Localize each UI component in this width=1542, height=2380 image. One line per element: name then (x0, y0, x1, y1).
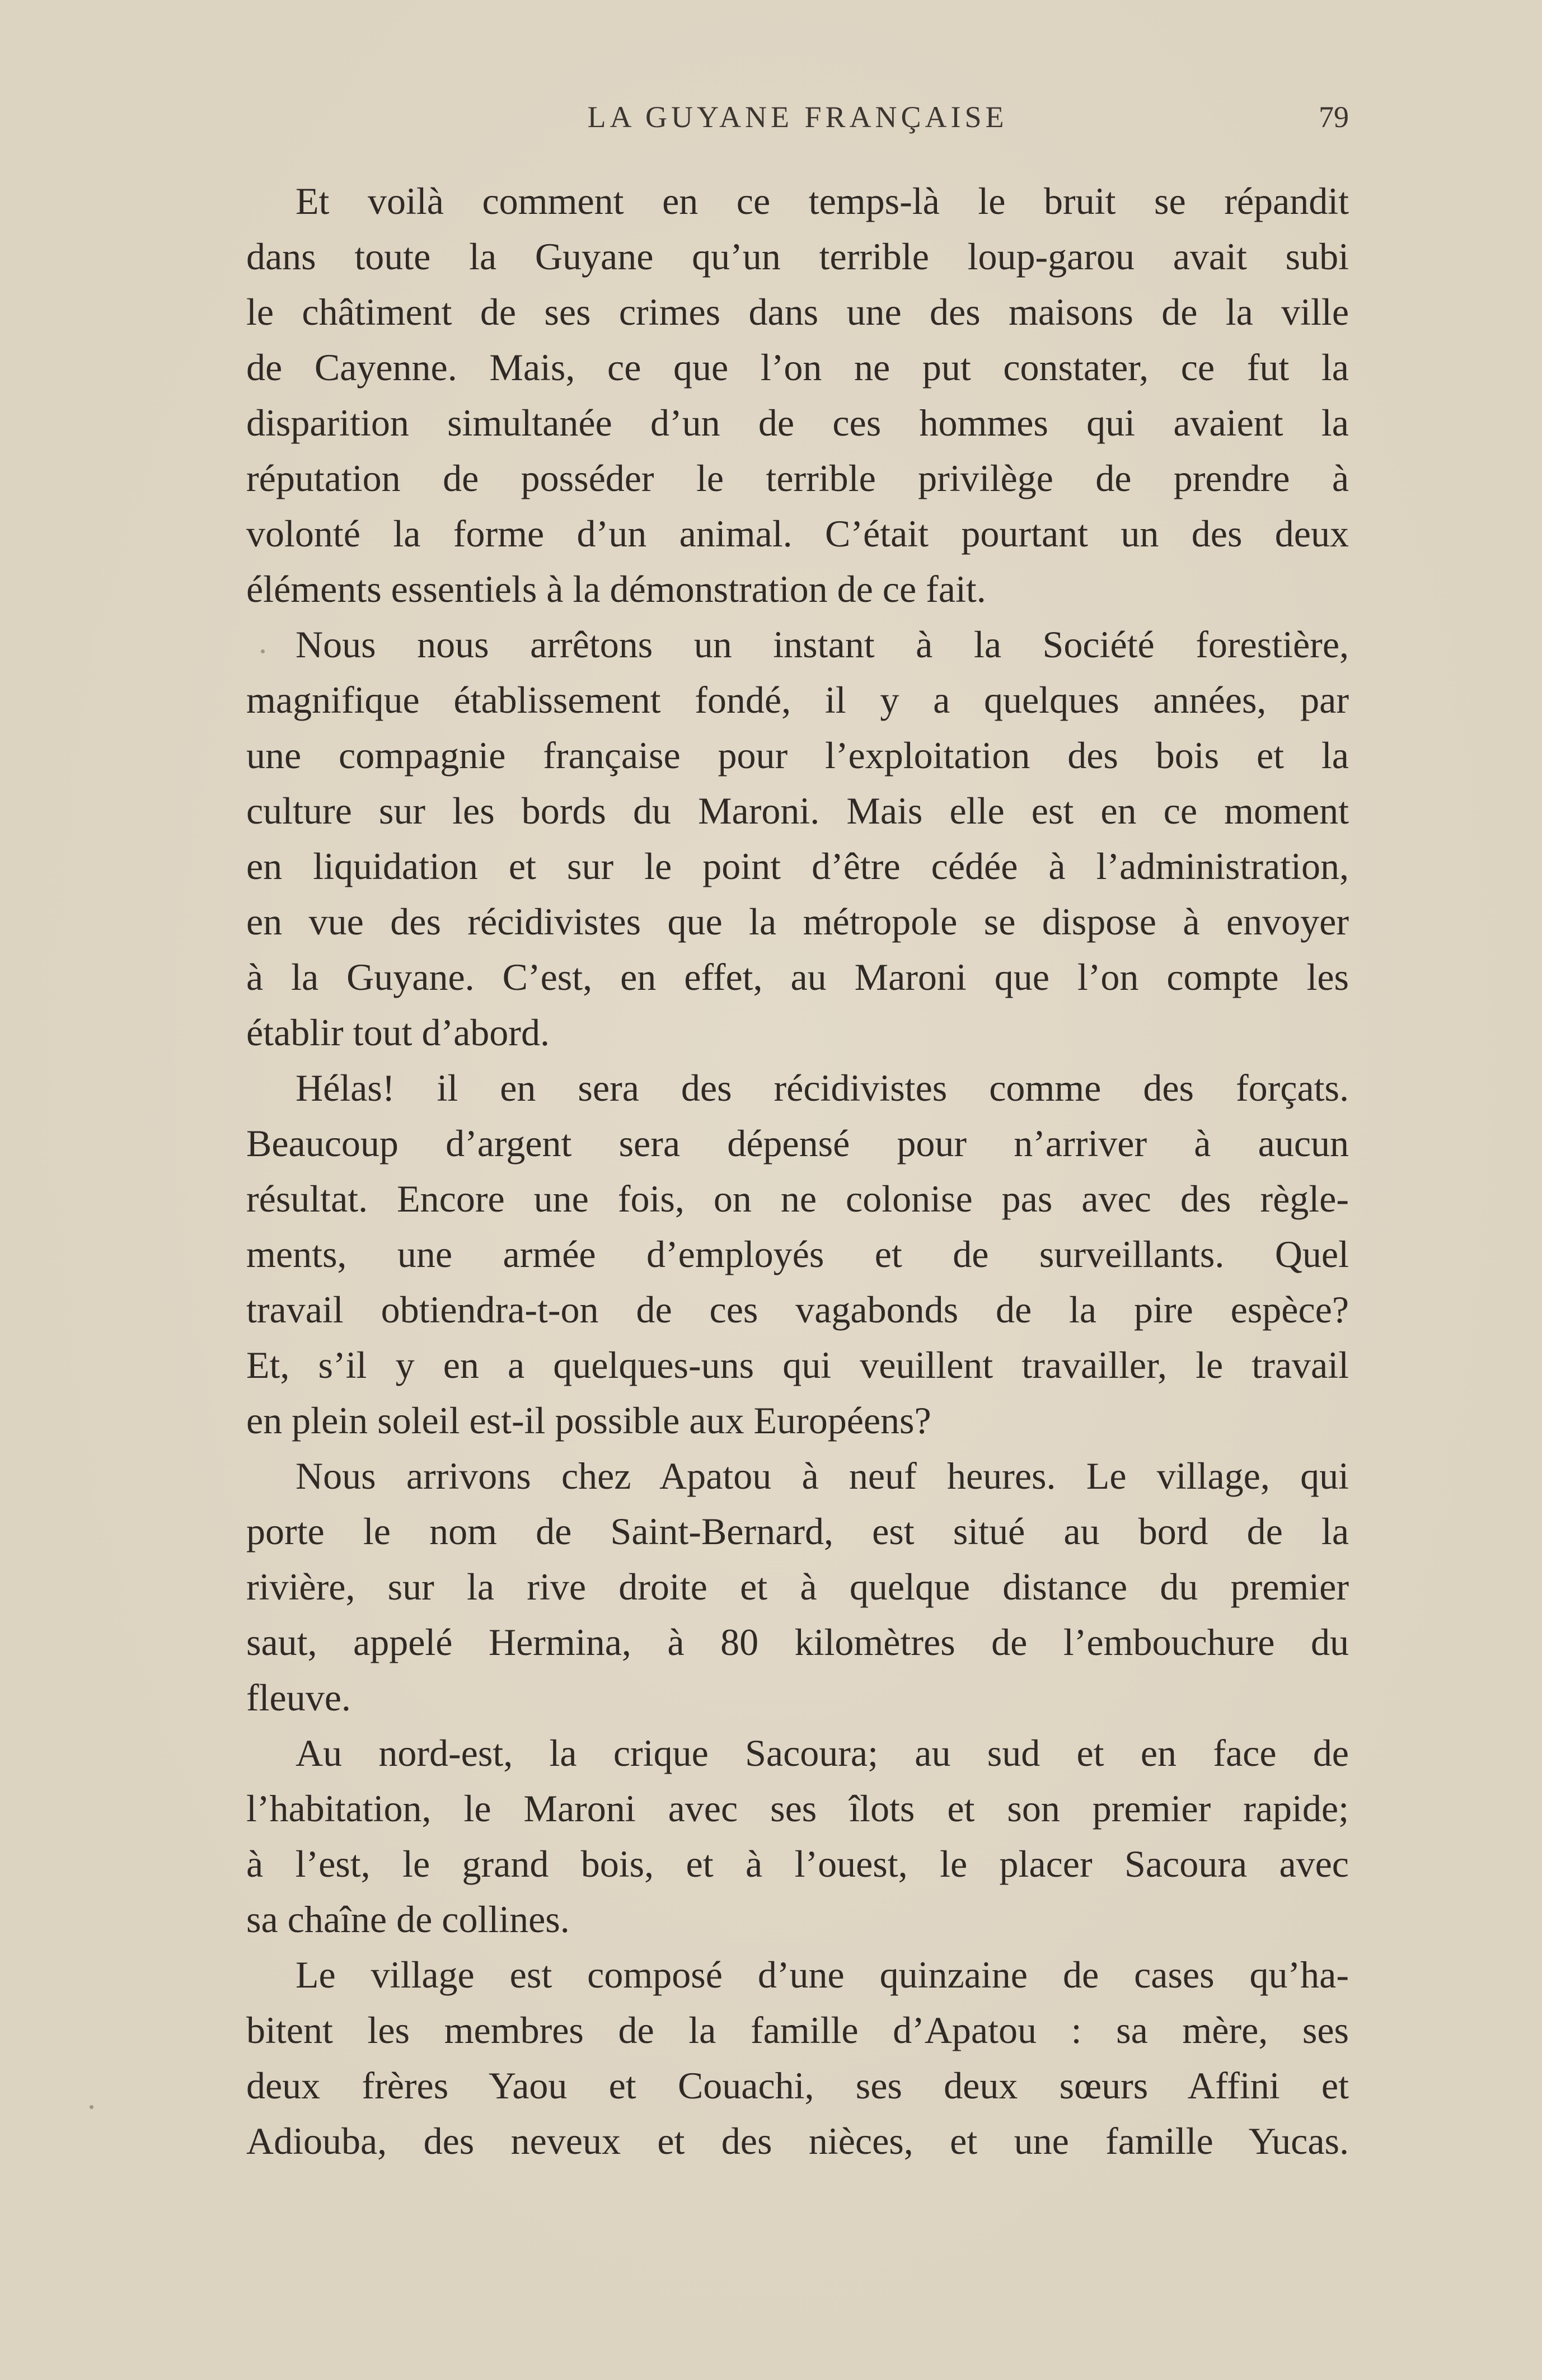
text-line: travail obtiendra-t-on de ces vagabonds de la pire espèce? (246, 1288, 1349, 1331)
text-line: en plein soleil est-il possible aux Européens? (246, 1399, 931, 1442)
running-header (246, 100, 1349, 150)
text-line: Adiouba, des neveux et des nièces, et une famille Yucas. (246, 2120, 1349, 2162)
text-line: ments, une armée d’employés et de surveillants. Quel (246, 1233, 1349, 1275)
text-line: saut, appelé Hermina, à 80 kilomètres de l’embouchure du (246, 1621, 1349, 1663)
paragraph-4 (246, 1448, 1349, 1726)
text-line: une compagnie française pour l’exploitation des bois et la (246, 734, 1349, 777)
text-line: rivière, sur la rive droite et à quelque distance du premier (246, 1565, 1349, 1608)
text-line: résultat. Encore une fois, on ne colonise pas avec des règle- (246, 1177, 1349, 1220)
text-line: de Cayenne. Mais, ce que l’on ne put constater, ce fut la (246, 346, 1349, 389)
text-line: Hélas! il en sera des récidivistes comme des forçats. (296, 1067, 1349, 1109)
text-line: dans toute la Guyane qu’un terrible loup-garou avait subi (246, 235, 1349, 278)
paragraph-6 (246, 1947, 1349, 2169)
body-text (246, 174, 1349, 2169)
text-line: établir tout d’abord. (246, 1011, 550, 1054)
text-line: l’habitation, le Maroni avec ses îlots et son premier rapide; (246, 1787, 1349, 1830)
page-number: 79 (1319, 100, 1349, 134)
text-line: disparition simultanée d’un de ces hommes qui avaient la (246, 401, 1349, 444)
text-line: Nous nous arrêtons un instant à la Société forestière, (296, 623, 1349, 666)
text-line: fleuve. (246, 1676, 351, 1719)
text-line: Et, s’il y en a quelques-uns qui veuillent travailler, le travail (246, 1344, 1349, 1386)
paragraph-1 (246, 174, 1349, 617)
text-line: à l’est, le grand bois, et à l’ouest, le placer Sacoura avec (246, 1843, 1349, 1885)
paragraph-3 (246, 1060, 1349, 1448)
text-line: volonté la forme d’un animal. C’était pourtant un des deux (246, 512, 1349, 555)
text-line: Beaucoup d’argent sera dépensé pour n’arriver à aucun (246, 1122, 1349, 1165)
running-title: LA GUYANE FRANÇAISE (587, 100, 1008, 134)
text-line: en vue des récidivistes que la métropole se dispose à envoyer (246, 900, 1349, 943)
text-line: Et voilà comment en ce temps-là le bruit se répandit (296, 180, 1349, 222)
text-line: Nous arrivons chez Apatou à neuf heures. Le village, qui (296, 1455, 1349, 1497)
paper-speck (261, 649, 265, 653)
text-line: culture sur les bords du Maroni. Mais elle est en ce moment (246, 789, 1349, 832)
text-line: Au nord-est, la crique Sacoura; au sud et en face de (296, 1732, 1349, 1774)
paragraph-2 (246, 617, 1349, 1060)
text-line: à la Guyane. C’est, en effet, au Maroni que l’on compte les (246, 956, 1349, 998)
text-line: en liquidation et sur le point d’être cédée à l’administration, (246, 845, 1349, 887)
text-line: réputation de posséder le terrible privilège de prendre à (246, 457, 1349, 499)
text-line: bitent les membres de la famille d’Apatou : sa mère, ses (246, 2009, 1349, 2051)
paragraph-5 (246, 1726, 1349, 1947)
text-line: deux frères Yaou et Couachi, ses deux sœurs Affini et (246, 2064, 1349, 2107)
text-line: éléments essentiels à la démonstration de ce fait. (246, 568, 986, 610)
text-line: porte le nom de Saint-Bernard, est situé au bord de la (246, 1510, 1349, 1553)
text-line: le châtiment de ses crimes dans une des maisons de la ville (246, 291, 1349, 333)
paper-speck (90, 2105, 93, 2109)
text-line: sa chaîne de collines. (246, 1898, 570, 1941)
text-line: magnifique établissement fondé, il y a quelques années, par (246, 679, 1349, 721)
text-line: Le village est composé d’une quinzaine de cases qu’ha- (296, 1953, 1349, 1996)
